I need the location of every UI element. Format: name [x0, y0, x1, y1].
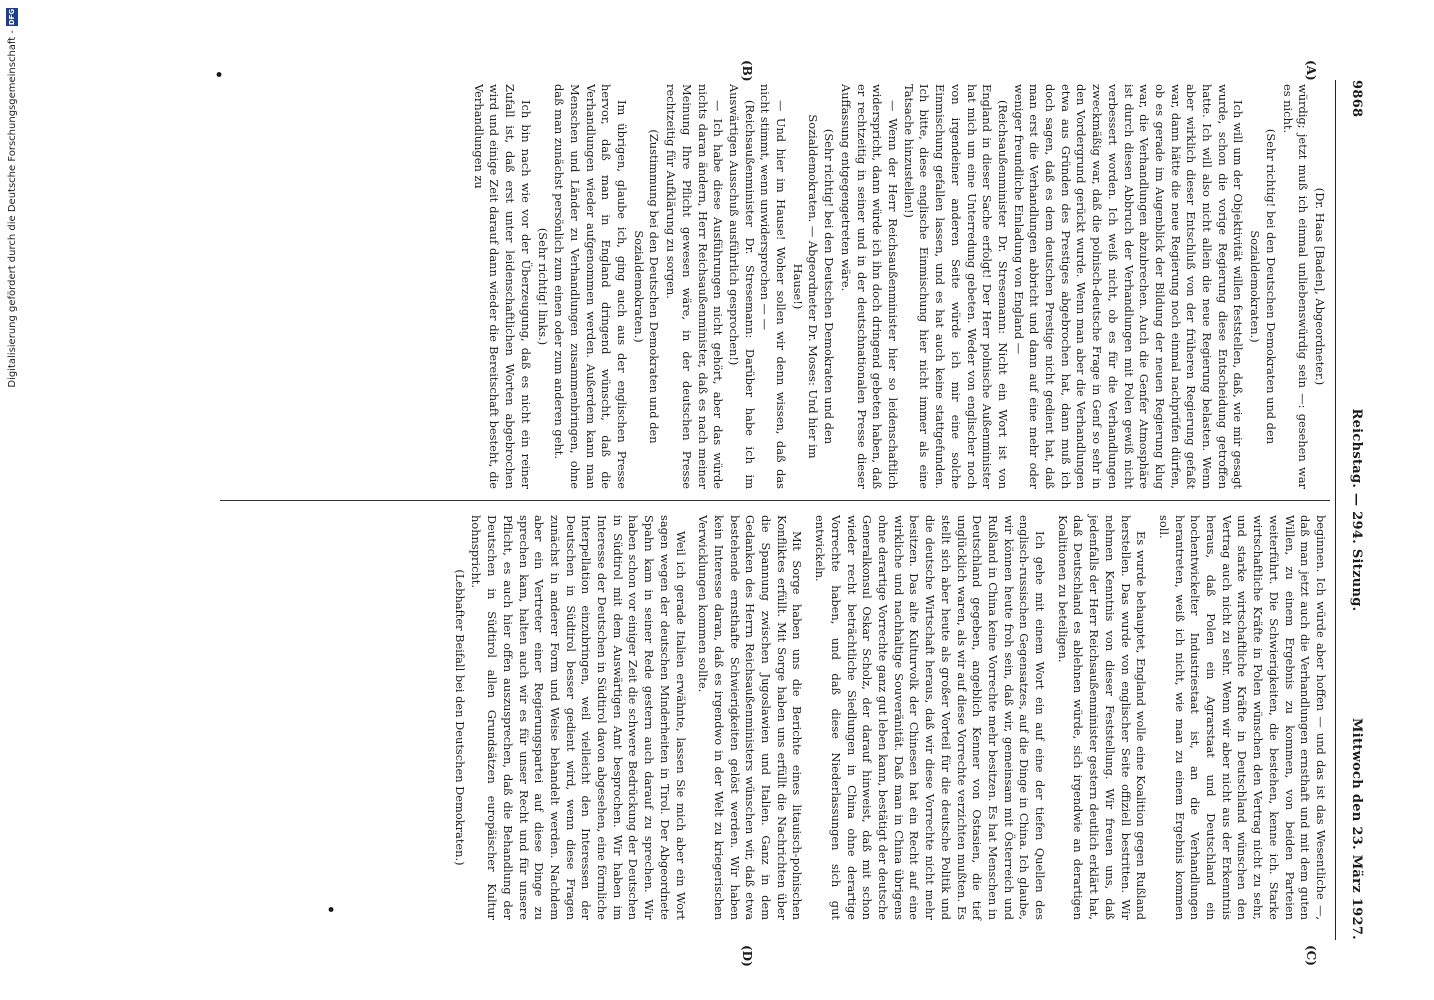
- interjection: (Lebhafter Beifall bei den Deutschen Demokraten.): [452, 569, 467, 866]
- margin-dot: •: [210, 70, 226, 79]
- paragraph: — Wenn der Herr Reichsaußenminister hier so leidenschaftlich widerspricht, dann würde ich ihn doch dringend gebeten haben, daß er rechtzeitig in seiner und in der deutschnationalen Presse dieser Auffassung entgegengetreten wäre.: [838, 84, 901, 489]
- paragraph: beginnen. Ich würde aber hoffen — und das ist das Wesentliche —, daß man jetzt auch die Verhandlungen ernsthaft und mit dem guten Willen, zu einem Ergebnis zu kommen, von beiden Parteien weiterführt. Die Schwierigkeiten, die bestehen, kenne ich. Starke wirtschaftliche Kräfte in Polen wünschen den Vertrag nicht zu sehr, und starke wirtschaftliche Kräfte in Deutschland wünschen den Vertrag auch nicht zu sehr. Wenn wir aber nicht aus der Erkenntnis heraus, daß Polen ein Agrarstaat und Deutschland ein hochentwickelter Industriestaat ist, an die Verhandlungen herantreten, weiß ich nicht, wie man zu einem Ergebnis kommen soll.: [1156, 515, 1328, 920]
- paragraph: Weil ich gerade Italien erwähnte, lassen Sie mich aber ein Wort sagen wegen der deutschen Minderheiten in Tirol. Der Abgeordnete Spahn kam in seiner Rede gestern auch darauf zu sprechen. Wir haben schon vor einiger Zeit die schwere Bedrückung der Deutschen in Südtirol mit dem Auswärtigen Amt besprochen. Wir haben im Interesse der Deutschen in Südtirol davon abgesehen, eine förmliche Interpellation einzubringen, weil vielleicht den Interessen der Deutschen in Südtirol besser gedient wird, wenn diese Fragen zunächst in anderer Form und Weise behandelt werden. Nachdem aber ein Vertreter einer Regierungspartei auf diese Dinge zu sprechen kam, halten auch wir es für unser Recht und für unsere Pflicht, es auch hier offen auszusprechen, daß die Behandlung der Deutschen in Südtirol allen Grundsätzen europäischer Kultur hohnspricht.: [469, 515, 688, 920]
- margin-mark-a: (A): [1304, 60, 1318, 81]
- page-header: [1338, 80, 1364, 940]
- interjection: (Sehr richtig! bei den Deutschen Demokraten und den Sozialdemokraten. — Abgeordneter Dr. Moses: Und hier im Hause!): [790, 114, 837, 459]
- interjection: (Reichsaußenminister Dr. Stresemann: Nicht ein Wort ist von England in dieser Sache erfolgt! Der Herr polnische Außenminister hat mich um eine Unterredung gebeten. Weder von englischer noch von irgendeiner anderen Seite würde ich mir eine solche Einmischung gefallen lassen, und es hat auch keine stattgefunden. Ich bitte, diese englische Einmischung hier nicht immer als eine Tatsache hinzustellen!): [901, 84, 1010, 489]
- paragraph: würdig; jetzt muß ich einmal unliebenswürdig sein —: gesehen war es nicht.: [1280, 84, 1311, 489]
- interjection: (Sehr richtig! bei den Deutschen Demokraten und den Sozialdemokraten.): [1248, 128, 1278, 445]
- spacer: [1148, 515, 1155, 920]
- digitization-credit: Digitalisierung gefördert durch die Deutsche Forschungsgemeinschaft -: [6, 30, 18, 388]
- paragraph: Es wurde behauptet, England wolle eine Koalition gegen Rußland herstellen. Das wurde von englischer Seite offiziell bestritten. Wir nehmen Kenntnis von dieser Feststellung. Wir freuen uns, daß jedenfalls der Herr Reichsaußenminister gestern deutlich erklärt hat, daß Deutschland es ablehnen würde, sich irgendwie an derartigen Koalitionen zu beteiligen.: [1055, 515, 1149, 920]
- interjection: (Zustimmung bei den Deutschen Demokraten und den Sozialdemokraten.): [631, 129, 662, 444]
- session-date: Mittwoch den 23. März 1927.: [1349, 718, 1364, 940]
- margin-mark-b: (B): [740, 60, 754, 82]
- spacer: [688, 515, 695, 920]
- paragraph: Mit Sorge haben uns die Berichte eines litauisch-polnischen Konfliktes erfüllt. Mit Sorge haben uns erfüllt die Nachrichten über die Spannung zwischen Jugoslawien und Italien. Ganz in dem Gedanken des Herrn Reichsaußenministers wünschen wir, daß etwa bestehende ernsthafte Schwierigkeiten gelöst werden. Wir haben kein Interesse daran, daß es irgendwo in der Welt zu kriegerischen Verwicklungen kommen sollte.: [696, 515, 805, 920]
- paragraph: Ich gehe mit einem Wort ein auf eine der tiefen Quellen des englisch-russischen Gegensatzes, auf die Dinge in China. Ich glaube, wir können heute froh sein, daß wir, gemeinsam mit Österreich und Rußland in China keine Vorrechte mehr besitzen. Es hat Menschen in Deutschland gegeben, angeblich Kenner von Ostasien, die tief unglücklich waren, als wir auf diese Vorrechte verzichten mußten. Es stellt sich aber heute als großer Vorteil für die deutsche Politik und die deutsche Wirtschaft heraus, daß wir diese Vorrechte nicht mehr besitzen. Das alte Kulturvolk der Chinesen hat ein Recht auf eine wirkliche und nachhaltige Souveränität. Daß man in China übrigens ohne derartige Vorrechte ganz gut leben kann, bestätigt der deutsche Generalkonsul Oskar Scholz, der darauf hinweist, daß mit schon wieder recht beträchtliche Siedlungen in China ohne derartige Vorrechte haben, und daß diese Niederlassungen sich gut entwickeln.: [813, 515, 1048, 920]
- margin-mark-c: (C): [1304, 945, 1318, 966]
- paragraph: — Und hier im Hause! Woher sollen wir denn wissen, daß das nicht stimmt, wenn unwidersprochen — —: [758, 84, 789, 489]
- session-title: Reichstag. — 294. Sitzung.: [1349, 408, 1364, 612]
- speaker-line: (Dr. Haas [Baden], Abgeordneter.): [1313, 187, 1327, 386]
- header-rule: [1335, 80, 1336, 940]
- spacer: [805, 515, 812, 920]
- side-credit: [0, 0, 22, 1000]
- margin-mark-d: (D): [740, 945, 754, 967]
- column-divider: [220, 500, 1330, 501]
- paragraph: — Ich habe diese Ausführungen nicht gehört, aber das würde nichts daran ändern, Herr Reichsaußenminister, daß es nach meiner Meinung Ihre Pflicht gewesen wäre, in der deutschen Presse rechtzeitig für Aufklärung zu sorgen.: [664, 84, 726, 489]
- paragraph: Ich will um der Objektivität willen feststellen, daß, wie mir gesagt wurde, schon die vorige Regierung diese Entscheidung getroffen hatte. Ich will also nicht allein die neue Regierung belasten. Wenn aber wirklich dieser Entschluß von der früheren Regierung gefaßt war, dann hätte die neue Regierung noch einmal nachprüfen dürfen, ob es gerade im Augenblick der Bildung der neuen Regierung klug war, die Verhandlungen abzubrechen. Auch die Genfer Atmosphäre ist durch diesen Abbruch der Verhandlungen mit Polen gewiß nicht verbessert worden. Ich weiß nicht, ob es für die Verhandlungen zweckmäßig war, daß die polnisch-deutsche Frage in Genf so sehr in den Vordergrund gerückt wurde. Wenn man aber die Verhandlungen etwa aus Gründen des Prestiges abgebrochen hat, dann muß ich doch sagen, daß es dem deutschen Prestige nicht gedient hat, daß man erst die Verhandlungen abbricht und dann auf eine mehr oder weniger freundliche Einladung von England —: [1011, 84, 1246, 489]
- spacer: [1047, 515, 1054, 920]
- interjection: (Sehr richtig! links.): [535, 227, 550, 346]
- margin-dot: •: [322, 905, 338, 914]
- right-column: [450, 515, 1328, 920]
- dfg-logo[interactable]: DFG: [8, 8, 16, 26]
- interjection: (Reichsaußenminister Dr. Stresemann: Darüber habe ich im Auswärtigen Ausschuß ausführlich gesprochen!): [726, 84, 757, 489]
- paragraph: Ich bin nach wie vor der Überzeugung, daß es nicht ein reiner Zufall ist, daß erst unter leidenschaftlichen Worten abgebrochen wird und einige Zeit darauf dann wieder die Bereitschaft besteht, die Verhandlungen zu: [471, 84, 533, 489]
- paragraph: Im übrigen, glaube ich, ging auch aus der englischen Presse hervor, daß man in England dringend wünscht, daß die Verhandlungen wieder aufgenommen werden. Außerdem kann man Menschen und Länder zu Verhandlungen zusammenbringen, ohne daß man zunächst persönlich zum einen oder zum anderen geht.: [552, 84, 630, 489]
- page-number: 9868: [1349, 80, 1364, 118]
- left-column: [470, 84, 1328, 489]
